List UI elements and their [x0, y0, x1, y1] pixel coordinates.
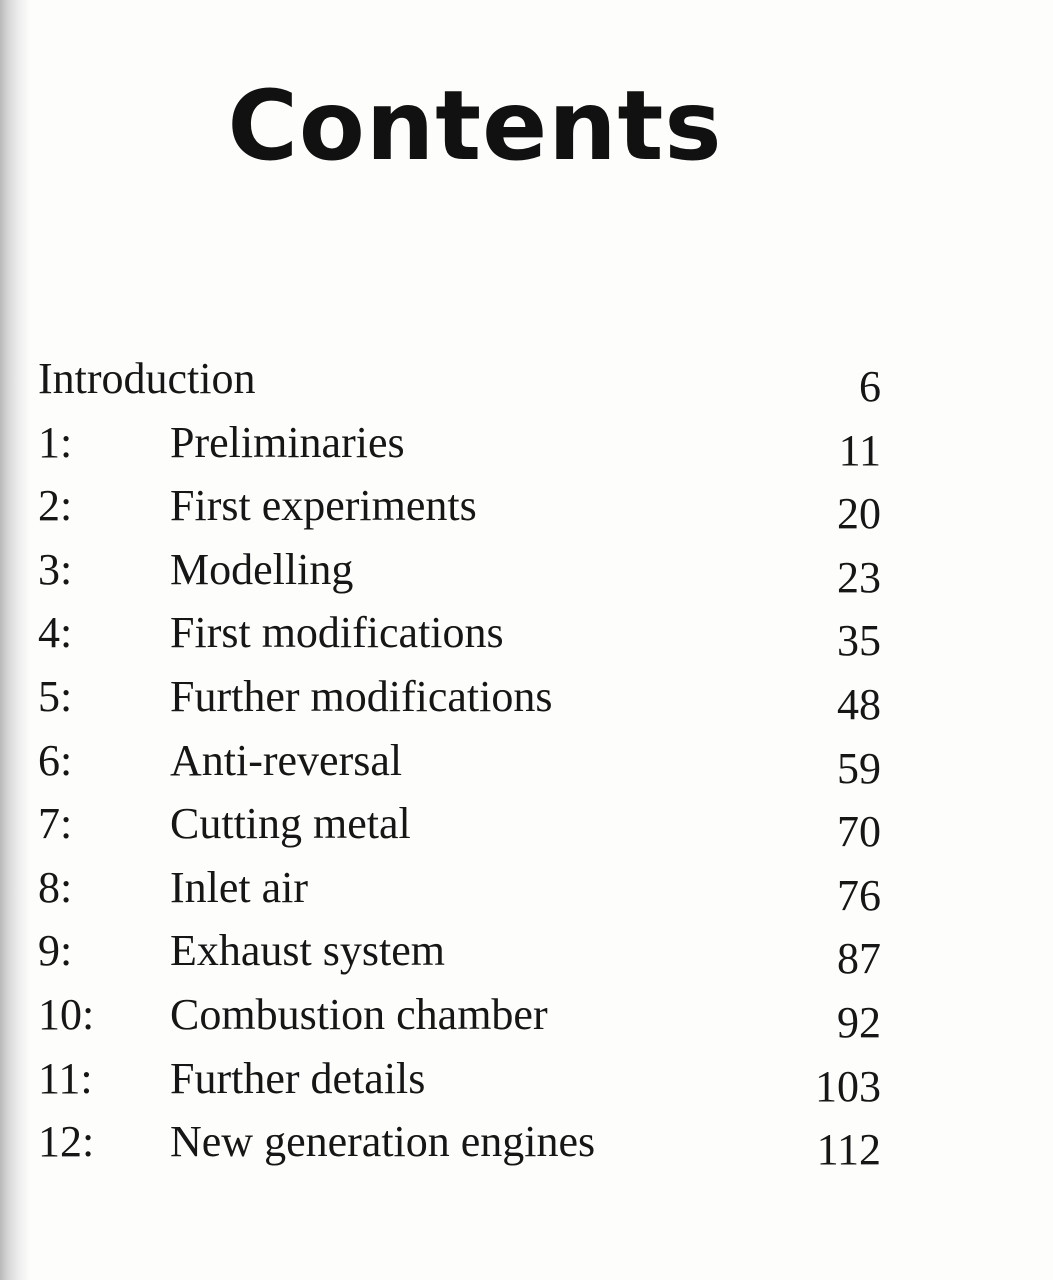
chapter-number: 11:	[38, 1053, 93, 1103]
chapter-number: 12:	[38, 1117, 95, 1167]
chapter-page: 59	[837, 743, 881, 793]
chapter-number: 4:	[38, 608, 73, 658]
toc-entry	[0, 1112, 1053, 1176]
toc-entry-page: 6	[859, 362, 881, 411]
chapter-title: Anti-reversal	[170, 735, 403, 785]
chapter-page: 76	[837, 870, 881, 920]
chapter-number: 6:	[38, 735, 73, 785]
chapter-number: 2:	[38, 481, 73, 531]
toc-entry-title: Introduction	[38, 354, 256, 403]
chapter-title: Combustion chamber	[170, 989, 548, 1039]
toc-entry	[0, 667, 1053, 731]
toc-entry	[0, 731, 1053, 795]
chapter-title: Further modifications	[170, 671, 553, 721]
chapter-page: 23	[837, 552, 881, 602]
chapter-title: Further details	[170, 1053, 426, 1103]
chapter-page: 35	[837, 616, 881, 666]
chapter-title: Preliminaries	[170, 417, 405, 467]
toc-entry	[0, 540, 1053, 604]
chapter-number: 8:	[38, 862, 73, 912]
page-title: Contents	[227, 70, 723, 182]
toc-entry	[0, 921, 1053, 985]
chapter-number: 3:	[38, 544, 73, 594]
chapter-number: 9:	[38, 926, 73, 976]
chapter-page: 87	[837, 934, 881, 984]
chapter-page: 70	[837, 807, 881, 857]
chapter-page: 11	[838, 425, 881, 475]
chapter-title: Modelling	[170, 544, 354, 594]
chapter-page: 48	[837, 679, 881, 729]
chapter-page: 112	[816, 1125, 881, 1175]
toc-entry	[0, 476, 1053, 540]
toc-entry	[0, 603, 1053, 667]
chapter-title: Exhaust system	[170, 926, 445, 976]
toc-entry	[0, 794, 1053, 858]
chapter-number: 7:	[38, 799, 73, 849]
chapter-title: Inlet air	[170, 862, 309, 912]
chapter-page: 92	[837, 997, 881, 1047]
chapter-number: 1:	[38, 417, 73, 467]
toc-entry	[0, 413, 1053, 477]
chapter-page: 20	[837, 489, 881, 539]
chapter-title: First modifications	[170, 608, 504, 658]
toc-entry	[0, 858, 1053, 922]
chapter-title: Cutting metal	[170, 799, 411, 849]
toc-entry-introduction	[0, 349, 1053, 413]
chapter-title: New generation engines	[170, 1117, 596, 1167]
toc-entry	[0, 985, 1053, 1049]
chapter-title: First experiments	[170, 481, 477, 531]
chapter-number: 10:	[38, 989, 95, 1039]
chapter-number: 5:	[38, 671, 73, 721]
chapter-page: 103	[815, 1061, 881, 1111]
table-of-contents	[0, 349, 1053, 1176]
toc-entry	[0, 1049, 1053, 1113]
